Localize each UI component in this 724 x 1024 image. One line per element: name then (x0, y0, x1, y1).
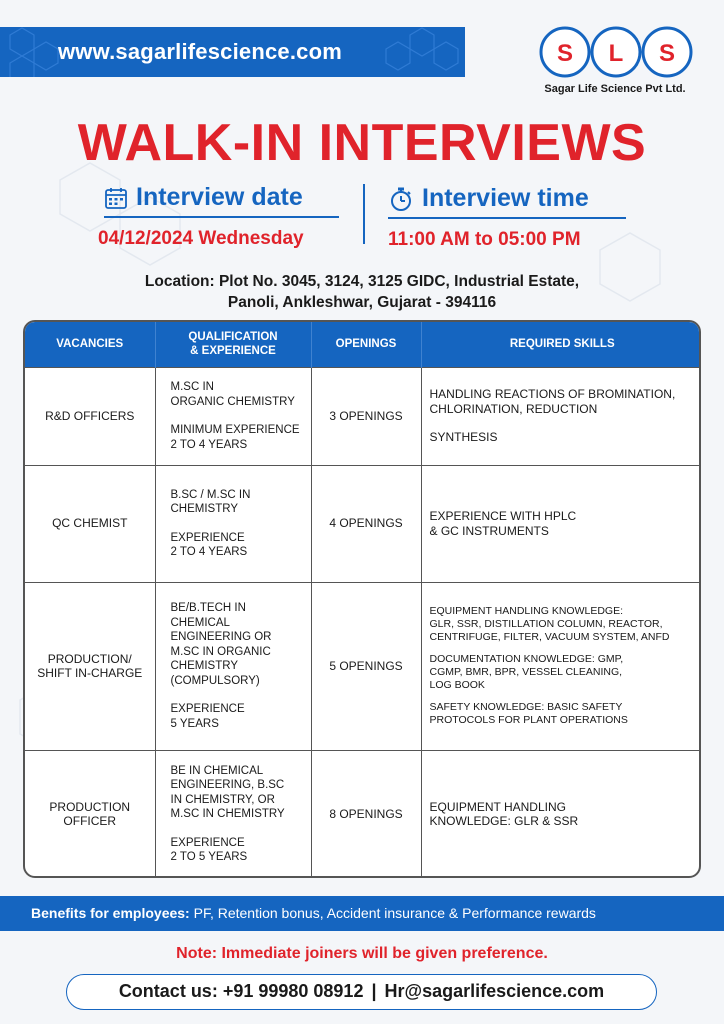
skill-line: & GC INSTRUMENTS (429, 523, 549, 538)
skills-cell (421, 582, 701, 750)
skill-line: EQUIPMENT HANDLING (429, 799, 566, 814)
header-qualification-line-2: & EXPERIENCE (190, 345, 276, 358)
vacancy-name: QC CHEMIST (52, 516, 128, 531)
experience-line: MINIMUM EXPERIENCE (170, 424, 300, 436)
experience-line: EXPERIENCE (170, 836, 245, 849)
logo-letter-l: L (608, 40, 624, 67)
skill-line: DOCUMENTATION KNOWLEDGE: GMP, (429, 653, 624, 665)
qualification-cell (155, 465, 311, 582)
header-openings: OPENINGS (311, 322, 421, 367)
skill-line: KNOWLEDGE: GLR & SSR (429, 814, 579, 829)
logo-letter-s1: S (556, 40, 574, 67)
experience-line: 2 TO 4 YEARS (170, 546, 248, 558)
skills-cell (421, 465, 701, 582)
table-row (25, 582, 701, 750)
skill-line: LOG BOOK (429, 679, 485, 691)
skill-line: HANDLING REACTIONS OF BROMINATION, (429, 387, 676, 402)
openings-cell: 5 OPENINGS (311, 582, 421, 750)
qualification-line: BE IN CHEMICAL (170, 764, 264, 777)
qualification-line: B.SC / M.SC IN (170, 488, 251, 501)
location-line-2: Panoli, Ankleshwar, Gujarat - 394116 (227, 294, 497, 311)
skill-line: EQUIPMENT HANDLING KNOWLEDGE: (429, 605, 624, 617)
experience-line: 2 TO 4 YEARS (170, 438, 248, 451)
header-vacancies: VACANCIES (25, 322, 155, 367)
note-text: Note: Immediate joiners will be given preference. (176, 945, 548, 962)
qualification-cell (155, 750, 311, 878)
header-qualification-line-1: QUALIFICATION (188, 331, 278, 344)
openings-cell: 3 OPENINGS (311, 367, 421, 465)
experience-line: 2 TO 5 YEARS (170, 851, 248, 864)
website-link[interactable]: www.sagarlifescience.com (58, 39, 343, 64)
qualification-line: ENGINEERING, B.SC (170, 779, 285, 792)
header-skills: REQUIRED SKILLS (509, 338, 615, 351)
interview-date-value: 04/12/2024 Wednesday (98, 228, 304, 249)
date-time-divider (363, 184, 365, 244)
time-underline (388, 217, 626, 219)
qualification-line: ENGINEERING OR (170, 631, 272, 643)
experience-line: EXPERIENCE (170, 531, 245, 544)
stopwatch-icon (388, 186, 414, 212)
vacancy-cell (25, 465, 155, 582)
qualification-line: CHEMICAL (170, 616, 230, 629)
table-row (25, 465, 701, 582)
benefits-banner (0, 896, 724, 931)
skill-line: CENTRIFUGE, FILTER, VACUUM SYSTEM, ANFD (429, 631, 670, 643)
qualification-line: M.SC IN (170, 381, 214, 393)
skills-cell (421, 750, 701, 878)
date-underline (104, 216, 339, 218)
experience-line: 5 YEARS (170, 717, 219, 730)
skill-line: CGMP, BMR, BPR, VESSEL CLEANING, (429, 666, 623, 678)
table-header-row (25, 322, 701, 367)
qualification-line: M.SC IN CHEMISTRY (170, 808, 285, 821)
interview-time-block (388, 184, 626, 251)
location-address (0, 271, 724, 313)
openings-cell: 4 OPENINGS (311, 465, 421, 582)
qualification-line: M.SC IN ORGANIC (170, 645, 271, 658)
skill-line: PROTOCOLS FOR PLANT OPERATIONS (429, 714, 628, 726)
vacancy-cell (25, 367, 155, 465)
vacancy-cell (25, 750, 155, 878)
skill-line: SAFETY KNOWLEDGE: BASIC SAFETY (429, 701, 623, 713)
skill-line: GLR, SSR, DISTILLATION COLUMN, REACTOR, (429, 618, 663, 630)
benefits-label: Benefits for employees: (31, 905, 190, 921)
calendar-icon (104, 186, 128, 210)
table-row (25, 750, 701, 878)
company-name: Sagar Life Science Pvt Ltd. (544, 83, 686, 95)
experience-line: EXPERIENCE (170, 703, 245, 715)
location-line-1: Location: Plot No. 3045, 3124, 3125 GIDC, Industrial Estate, (144, 273, 580, 290)
qualification-line: CHEMISTRY (170, 660, 239, 672)
qualification-line: IN CHEMISTRY, OR (170, 793, 275, 806)
vacancy-name: PRODUCTION (49, 799, 131, 814)
benefits-text: PF, Retention bonus, Accident insurance & Performance rewards (189, 905, 596, 921)
table-row (25, 367, 701, 465)
contact-phone[interactable]: Contact us: +91 99980 08912 (118, 981, 364, 1001)
interview-time-label: Interview time (422, 184, 589, 212)
vacancy-name: SHIFT IN-CHARGE (37, 666, 143, 680)
website-banner (0, 27, 465, 77)
openings-cell: 8 OPENINGS (311, 750, 421, 878)
qualification-line: (COMPULSORY) (170, 674, 260, 687)
qualification-cell (155, 367, 311, 465)
skill-line: EXPERIENCE WITH HPLC (429, 509, 577, 523)
qualification-line: CHEMISTRY (170, 503, 239, 515)
vacancy-cell (25, 582, 155, 750)
interview-date-label: Interview date (136, 183, 303, 211)
vacancy-name: OFFICER (63, 814, 117, 829)
vacancy-name: R&D OFFICERS (45, 408, 135, 423)
skill-line: SYNTHESIS (429, 430, 498, 445)
header-qualification (155, 322, 311, 367)
skill-line: CHLORINATION, REDUCTION (429, 401, 598, 416)
interview-date-block (98, 183, 339, 250)
qualification-line: BE/B.TECH IN (170, 602, 246, 614)
vacancy-name: PRODUCTION/ (47, 651, 132, 666)
contact-email[interactable]: Hr@sagarlifescience.com (384, 981, 605, 1001)
interview-time-value: 11:00 AM to 05:00 PM (388, 229, 581, 250)
logo-letter-s2: S (658, 40, 676, 67)
contact-box (66, 974, 657, 1010)
contact-separator: | (371, 981, 377, 1001)
qualification-cell (155, 582, 311, 750)
qualification-line: ORGANIC CHEMISTRY (170, 395, 295, 408)
skills-cell (421, 367, 701, 465)
page-title: WALK-IN INTERVIEWS (77, 114, 647, 172)
vacancy-table (23, 320, 701, 878)
